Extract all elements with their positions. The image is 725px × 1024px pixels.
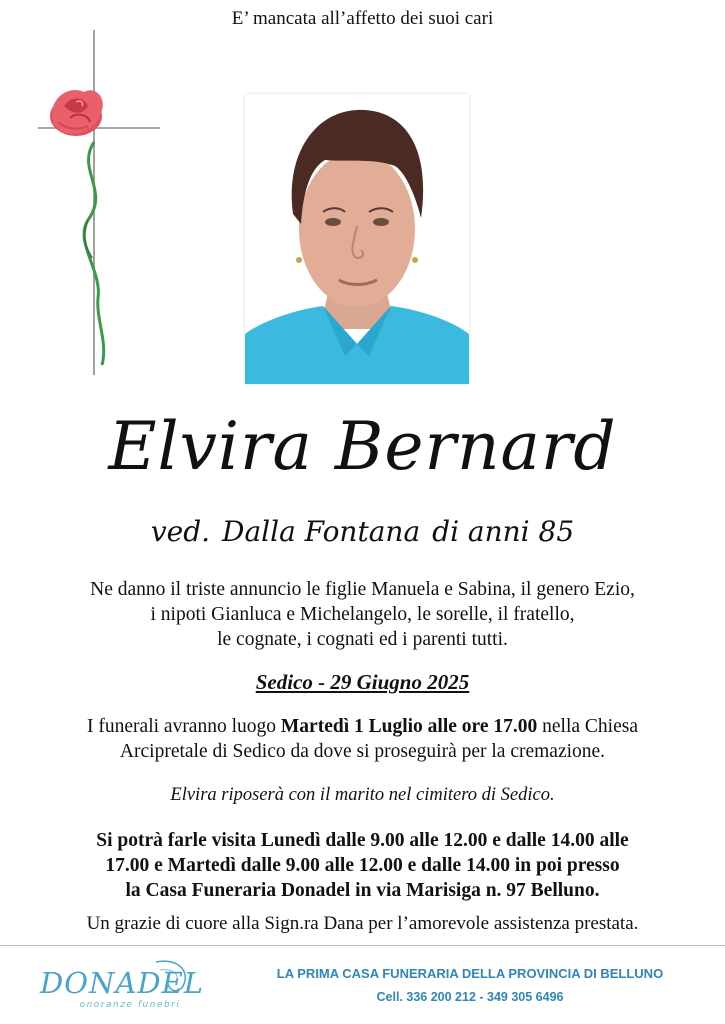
cross-with-rose-icon <box>18 30 168 380</box>
visit-info <box>0 828 725 903</box>
footer-phone: Cell. 336 200 212 - 349 305 6496 <box>376 990 564 1004</box>
portrait-photo <box>245 94 469 384</box>
funeral-text-a: I funerali avranno luogo <box>87 716 281 737</box>
announcement-line: Ne danno il triste annuncio le figlie Manuela e Sabina, il genero Ezio, <box>90 579 635 600</box>
funeral-info <box>0 714 725 764</box>
logo-name: DONADEL <box>40 966 205 1000</box>
deceased-subtitle <box>0 515 725 548</box>
footer-divider <box>0 945 725 946</box>
visit-line: 17.00 e Martedì dalle 9.00 alle 12.00 e dalle 14.00 in poi presso <box>105 855 620 876</box>
logo-subtitle: onoranze funebri <box>79 1000 181 1010</box>
announcement-block <box>0 577 725 652</box>
funeral-date-time: Martedì 1 Luglio alle ore 17.00 <box>280 716 538 737</box>
widow-prefix: ved. <box>150 515 211 548</box>
visit-line: la Casa Funeraria Donadel in via Marisiga n. 97 Belluno. <box>125 880 600 901</box>
footer-title: LA PRIMA CASA FUNERARIA DELLA PROVINCIA DI BELLUNO <box>276 966 664 981</box>
announcement-line: i nipoti Gianluca e Michelangelo, le sorelle, il fratello, <box>150 604 575 625</box>
visit-line: Si potrà farle visita Lunedì dalle 9.00 alle 12.00 e dalle 14.00 alle <box>96 830 629 851</box>
rest-info: Elvira riposerà con il marito nel cimitero di Sedico. <box>170 785 555 805</box>
age-text: di anni 85 <box>432 515 575 548</box>
funeral-text-b: nella Chiesa <box>537 716 638 737</box>
married-name: Dalla Fontana <box>222 515 421 548</box>
announcement-line: le cognate, i cognati ed i parenti tutti. <box>217 629 508 650</box>
place-date: Sedico - 29 Giugno 2025 <box>255 670 470 694</box>
intro-text: E’ mancata all’affetto dei suoi cari <box>231 8 494 29</box>
thanks-text: Un grazie di cuore alla Sign.ra Dana per l’amorevole assistenza prestata. <box>86 913 639 934</box>
funeral-line-2: Arcipretale di Sedico da dove si proseguirà per la cremazione. <box>119 741 606 762</box>
portrait-illustration <box>245 94 469 384</box>
deceased-name: Elvira Bernard <box>108 408 617 485</box>
funeral-line-1 <box>0 714 725 739</box>
